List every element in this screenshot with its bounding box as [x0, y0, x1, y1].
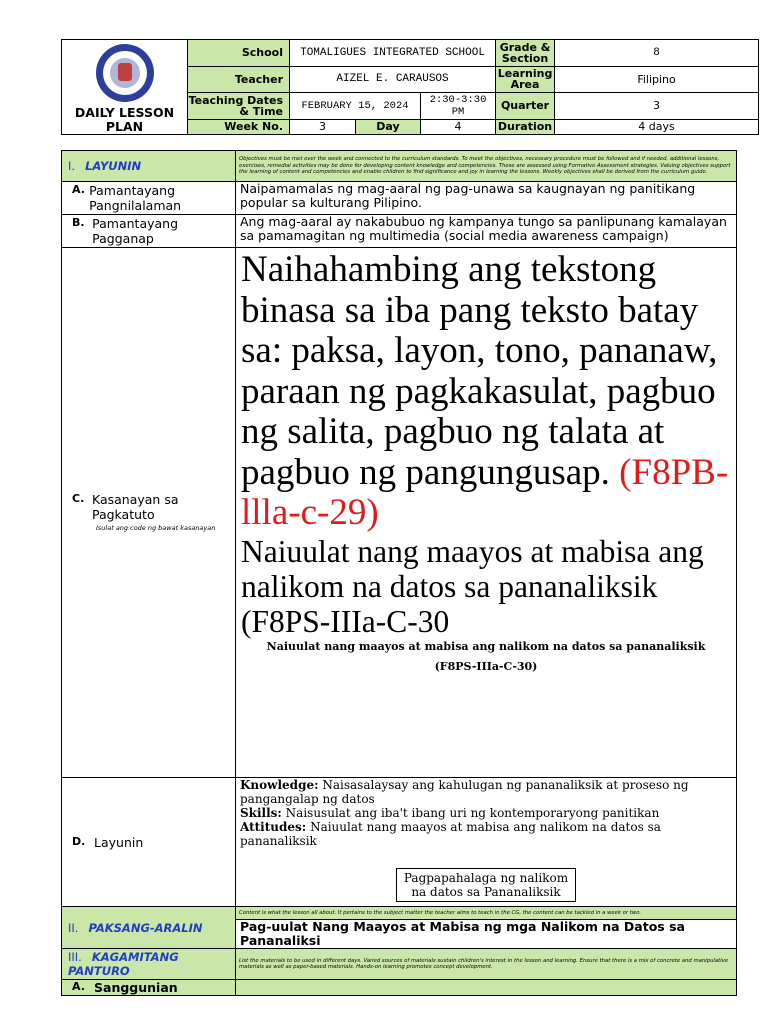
- quarter-value: 3: [555, 93, 759, 120]
- duration-label: Duration: [496, 119, 555, 134]
- kasanayan-value: [236, 248, 737, 778]
- week-label: Week No.: [188, 119, 290, 134]
- grade-label: Grade & Section: [496, 40, 555, 67]
- school-label: School: [188, 40, 290, 67]
- valuing-box: Pagpapahalaga ng nalikom na datos sa Pananaliksik: [396, 868, 576, 902]
- grade-value: 8: [555, 40, 759, 67]
- layunin-note: Objectives must be met over the week and connected to the curriculum standards. To meet the objectives, necessary procedure must be followed and if needed, additional lessons, exercises, remedial activities may be done for developing content knowledge and competencies. These are assessed using Formative Assessment strategies. Valuing objectives support the learning of content and competencies and enable children to find significance and joy in learning the lessons. Weekly objectives shall be derived from the curriculum guide.: [236, 151, 737, 182]
- header-table: [61, 39, 759, 135]
- week-value: 3: [290, 119, 356, 134]
- layunin-d-value: [236, 778, 737, 907]
- school-value: TOMALIGUES INTEGRATED SCHOOL: [290, 40, 496, 67]
- deped-seal-logo: [96, 44, 154, 102]
- kasanayan-sub-note: Isulat ang code ng bawat kasanayan: [96, 523, 216, 532]
- kagamitang-panturo-heading: III. KAGAMITANG PANTURO: [62, 949, 236, 980]
- day-label: Day: [356, 119, 421, 134]
- date-value: FEBRUARY 15, 2024: [290, 93, 421, 120]
- teacher-value: AIZEL E. CARAUSOS: [290, 66, 496, 93]
- pamantayang-pangnilalaman-label: A. Pamantayang Pangnilalaman: [62, 182, 236, 215]
- pamantayang-pagganap-value: Ang mag-aaral ay nakabubuo ng kampanya tungo sa panlipunang kamalayan sa pamamagitan ng multimedia (social media awareness campaign): [236, 215, 737, 248]
- pamantayang-pagganap-label: B. Pamantayang Pagganap: [62, 215, 236, 248]
- day-value: 4: [421, 119, 496, 134]
- kasanayan-competency-1: Naihahambing ang tekstong binasa sa iba pang teksto batay sa: paksa, layon, tono, pananaw, paraan ng pagkakasulat, pagbuo ng salita, pagbuo ng talata at pagbuo ng pangungusap. (F8PB-llla-c-29): [241, 249, 729, 533]
- dates-label: Teaching Dates & Time: [188, 93, 290, 120]
- lesson-plan-table: [61, 150, 737, 996]
- sanggunian-value: [236, 980, 737, 996]
- paksang-aralin-note: Content is what the lesson all about. It pertains to the subject matter the teacher aims to teach in the CG, the content can be tackled in a week or two.: [236, 907, 737, 920]
- paksang-aralin-heading: II. PAKSANG-ARALIN: [62, 907, 236, 949]
- kasanayan-competency-small-code: (F8PS-IIIa-C-30): [434, 659, 538, 673]
- logo-cell: [62, 40, 188, 135]
- area-value: Filipino: [555, 66, 759, 93]
- sanggunian-label: A. Sanggunian: [62, 980, 236, 996]
- kasanayan-label: C. Kasanayan sa Pagkatuto Isulat ang code ng bawat kasanayan: [62, 248, 236, 778]
- quarter-label: Quarter: [496, 93, 555, 120]
- layunin-heading: I. LAYUNIN: [62, 151, 236, 182]
- layunin-d-label: D. Layunin: [62, 778, 236, 907]
- time-value: 2:30-3:30 PM: [421, 93, 496, 120]
- dlp-title: DAILY LESSON PLAN: [74, 105, 175, 134]
- competency-code-1: (F8PB-llla-c-29): [241, 451, 729, 533]
- kasanayan-competency-small: Naiuulat nang maayos at mabisa ang nalikom na datos sa pananaliksik: [266, 639, 706, 653]
- area-label: Learning Area: [496, 66, 555, 93]
- duration-value: 4 days: [555, 119, 759, 134]
- kasanayan-competency-2: Naiuulat nang maayos at mabisa ang nalikom na datos sa pananaliksik (F8PS-IIIa-C-30: [241, 533, 704, 639]
- knowledge-line: Knowledge: Naisasalaysay ang kahulugan ng pananaliksik at proseso ng pangangalap ng datos: [240, 778, 689, 806]
- teacher-label: Teacher: [188, 66, 290, 93]
- skills-line: Skills: Naisusulat ang iba't ibang uri ng kontemporaryong panitikan: [240, 806, 660, 820]
- kagamitang-panturo-note: List the materials to be used in different days. Varied sources of materials sustain children's interest in the lesson and learning. Ensure that there is a mix of concrete and manipulative materials as well as paper-based materials. Hands-on learning promotes concept development.: [236, 949, 737, 980]
- attitudes-line: Attitudes: Naiuulat nang maayos at mabisa ang nalikom na datos sa pananaliksik: [240, 820, 661, 848]
- paksang-aralin-value: Pag-uulat Nang Maayos at Mabisa ng mga Nalikom na Datos sa Pananaliksi: [236, 920, 737, 949]
- pamantayang-pangnilalaman-value: Naipamamalas ng mag-aaral ng pag-unawa sa kaugnayan ng panitikang popular sa kulturang Pilipino.: [236, 182, 737, 215]
